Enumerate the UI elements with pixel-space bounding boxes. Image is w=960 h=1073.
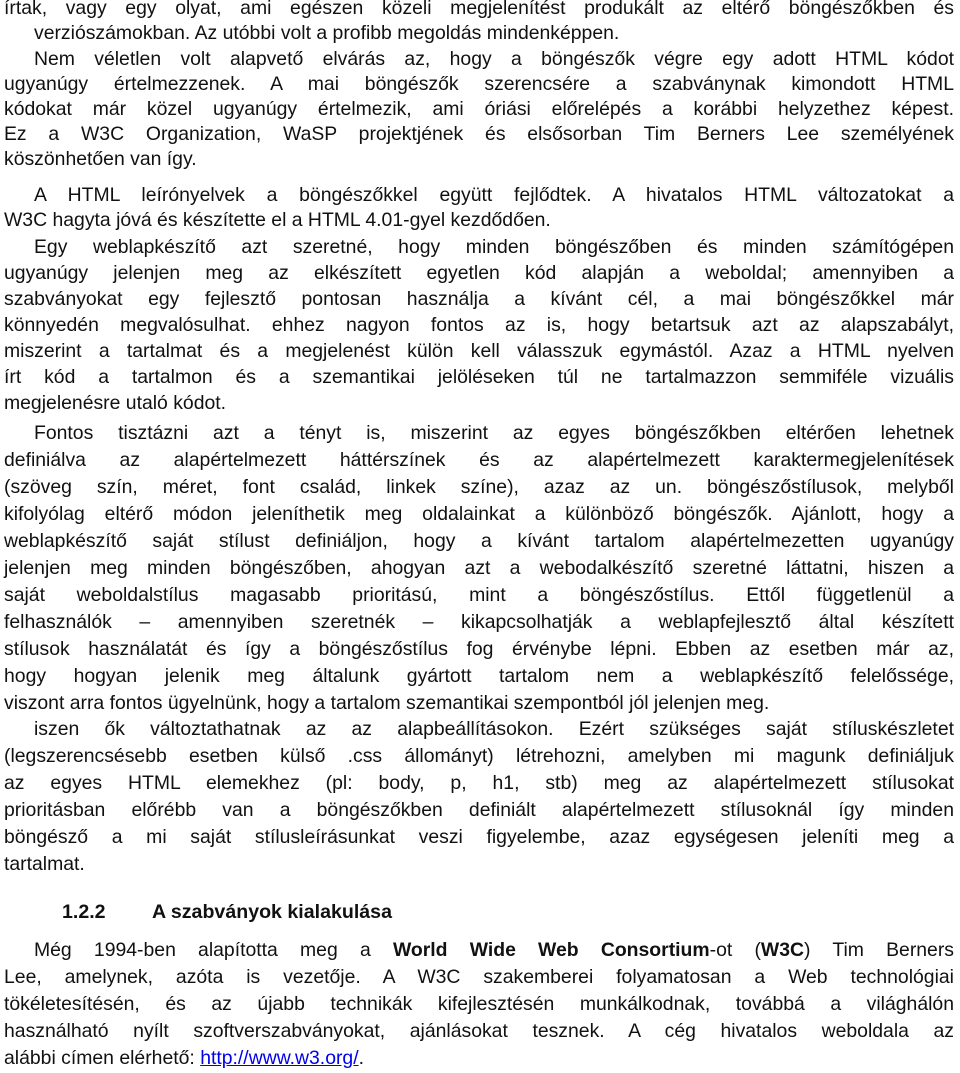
w3c-link[interactable]: http://www.w3.org/ xyxy=(200,1047,359,1069)
text-line: Ez a W3C Organization, WaSP projektjének és elsősorban Tim Berners Lee személyének xyxy=(4,123,954,145)
text-line: verziószámokban. Az utóbbi volt a profibb megoldás mindenképpen. xyxy=(34,22,620,44)
text-line: Nem véletlen volt alapvető elvárás az, hogy a böngészők végre egy adott HTML kódot xyxy=(34,48,954,70)
section-heading xyxy=(62,898,392,926)
bold-term: World Wide Web Consortium xyxy=(392,939,710,961)
text-line: kifolyólag eltérő módon jeleníthetik meg oldalainkat a különböző böngészők. Ajánlott, hogy a xyxy=(4,503,954,525)
text-line: A HTML leírónyelvek a böngészőkkel együtt fejlődtek. A hivatalos HTML változatokat a xyxy=(34,184,954,206)
text-line: (szöveg szín, méret, font család, linkek színe), azaz az un. böngészőstílusok, melyből xyxy=(4,476,954,498)
text-line xyxy=(4,1045,364,1071)
text-span: alábbi címen elérhető: xyxy=(4,1047,201,1069)
text-span: . xyxy=(358,1047,364,1069)
text-line: Fontos tisztázni azt a tényt is, miszerint az egyes böngészőkben eltérően lehetnek xyxy=(34,422,954,444)
text-line: kódokat már közel ugyanúgy értelmezik, ami óriási előrelépés a korábbi helyzethez képest. xyxy=(4,98,954,120)
text-line: böngésző a mi saját stílusleírásunkat veszi figyelembe, azaz egységesen jeleníti meg a xyxy=(4,826,954,848)
section-number: 1.2.2 xyxy=(62,901,106,923)
text-line: ugyanúgy jelenjen meg az elkészített egyetlen kód alapján a weboldal; amennyiben a xyxy=(4,262,954,284)
text-line: az egyes HTML elemekhez (pl: body, p, h1, stb) meg az alapértelmezett stílusokat xyxy=(4,772,954,794)
text-line: könnyedén megvalósulhat. ehhez nagyon fontos az is, hogy betartsuk azt az alapszabályt, xyxy=(4,314,954,336)
text-line: (legszerencsésebb esetben külső .css állományt) létrehozni, amelyben mi magunk definiáljuk xyxy=(4,745,954,767)
text-span: Még 1994-ben alapította meg a xyxy=(34,939,393,961)
text-line: prioritásban előrébb van a böngészőkben definiált alapértelmezett stílusoknál így minden xyxy=(4,799,954,821)
text-line: Lee, amelynek, azóta is vezetője. A W3C szakemberei folyamatosan a Web technológiai xyxy=(4,966,954,988)
text-line: tökéletesítésén, és az újabb technikák kifejlesztésén munkálkodnak, továbbá a világhálón xyxy=(4,993,954,1015)
text-line: írt kód a tartalmon és a szemantikai jelöléseken túl ne tartalmazzon semmiféle vizuális xyxy=(4,366,954,388)
text-span: -ot ( xyxy=(709,939,761,961)
text-line: miszerint a tartalmat és a megjelenést külön kell válasszuk egymástól. Azaz a HTML nyelven xyxy=(4,340,954,362)
text-line: használható nyílt szoftverszabványokat, ajánlásokat tesznek. A cég hivatalos weboldala az xyxy=(4,1020,954,1042)
text-line: viszont arra fontos ügyelnünk, hogy a tartalom szemantikai szempontból jól jelenjen meg. xyxy=(4,692,770,714)
text-line: definiálva az alapértelmezett háttérszínek és az alapértelmezett karaktermegjelenítések xyxy=(4,449,954,471)
text-line: iszen ők változtathatnak az az alapbeállításokon. Ezért szükséges saját stíluskészletet xyxy=(34,718,954,740)
text-line: megjelenésre utaló kódot. xyxy=(4,392,227,414)
text-line: weblapkészítő saját stílust definiáljon, hogy a kívánt tartalom alapértelmezetten ugyanúgy xyxy=(4,530,954,552)
text-line: tartalmat. xyxy=(4,853,85,875)
text-line: hogy hogyan jelenik meg általunk gyártott tartalom nem a weblapkészítő felelőssége, xyxy=(4,665,954,687)
text-line: felhasználók – amennyiben szeretnék – kikapcsolhatják a weblapfejlesztő által készített xyxy=(4,611,954,633)
text-line: Egy weblapkészítő azt szeretné, hogy minden böngészőben és minden számítógépen xyxy=(34,236,954,258)
bold-term: W3C xyxy=(760,939,805,961)
text-span: ) Tim Berners xyxy=(804,939,954,961)
text-line: ugyanúgy értelmezzenek. A mai böngészők szerencsére a szabványnak kimondott HTML xyxy=(4,73,954,95)
text-line: szabványokat egy fejlesztő pontosan használja a kívánt cél, a mai böngészőkkel már xyxy=(4,288,954,310)
text-line: jelenjen meg minden böngészőben, ahogyan azt a webodalkészítő szeretné láttatni, hiszen a xyxy=(4,557,954,579)
text-line: saját weboldalstílus magasabb prioritású, mint a böngészőstílus. Ettől függetlenül a xyxy=(4,584,954,606)
text-line xyxy=(34,937,954,963)
text-line: írtak, vagy egy olyat, ami egészen közeli megjelenítést produkált az eltérő böngészőkben és xyxy=(4,0,954,19)
section-title: A szabványok kialakulása xyxy=(152,901,392,923)
text-line: stílusok használatát és így a böngészőstílus fog érvénybe lépni. Ebben az esetben már az, xyxy=(4,638,954,660)
text-line: köszönhetően van így. xyxy=(4,148,197,170)
text-line: W3C hagyta jóvá és készítette el a HTML 4.01-gyel kezdődően. xyxy=(4,209,551,231)
